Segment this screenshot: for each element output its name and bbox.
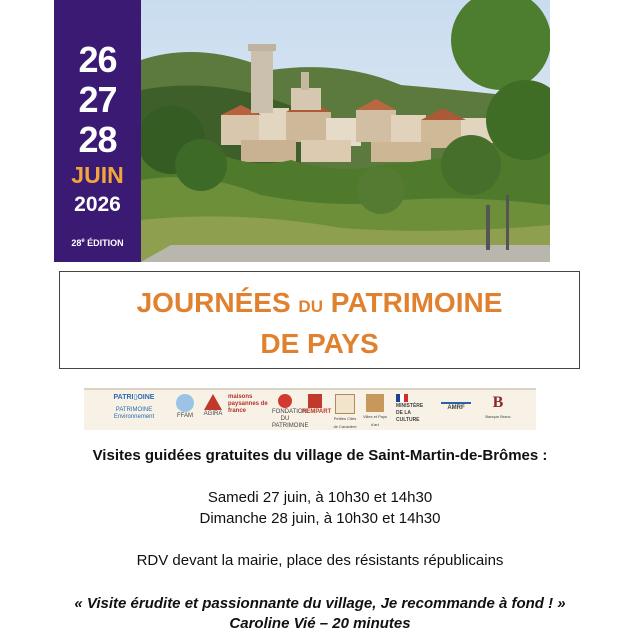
title-du: DU [298,297,323,316]
fondation-patrimoine-logo: FONDATION DU PATRIMOINE [272,394,298,426]
title-part-1: JOURNÉES [136,287,299,318]
month-label: JUIN [71,162,124,188]
edition-word: ÉDITION [84,238,124,248]
patrimoine-environnement-logo: PATRI▯OINE PATRIMOINE Environnement [113,394,155,420]
edition-suffix: e [81,238,85,244]
day-27: 27 [78,79,117,120]
village-photo [141,0,550,262]
petites-cites-logo: Petites Cités de Caractère [332,394,358,426]
title-line-1 [60,287,579,319]
partners-logo-strip [84,388,536,430]
day-26: 26 [78,39,117,80]
schedule-sunday: Dimanche 28 juin, à 10h30 et 14h30 [199,510,441,527]
schedule-saturday: Samedi 27 juin, à 10h30 et 14h30 [207,489,433,506]
agira-logo: AGIRA [202,394,224,426]
testimonial-quote: « Visite érudite et passionnante du village, Je recommande à fond ! » [74,595,566,612]
banque-logo: B Banque Branc [485,394,511,419]
ministere-culture-logo: MINISTÈRE DE LA CULTURE [396,394,430,426]
date-panel [54,0,141,262]
meeting-point: RDV devant la mairie, place des résistants républicains [136,552,504,569]
villes-pays-art-logo: Villes et Pays d'art [362,394,388,426]
testimonial-author: Caroline Vié – 20 minutes [229,615,411,632]
title-part-2: PATRIMOINE [322,287,503,318]
village-landscape-image [141,0,550,262]
edition-number: 28 [71,238,82,248]
year-label: 2026 [74,193,121,216]
maisons-paysannes-logo: maisons paysannes de france [228,394,268,414]
amrf-logo: AMRF [436,394,476,426]
rempart-logo: REMPART [302,394,328,426]
day-28: 28 [78,119,117,160]
ffam-logo: FFAM [172,394,198,426]
event-title-box [59,271,580,369]
edition-label [54,238,141,248]
title-line-2: DE PAYS [260,328,379,359]
intro-text: Visites guidées gratuites du village de Saint-Martin-de-Brômes : [92,447,548,464]
